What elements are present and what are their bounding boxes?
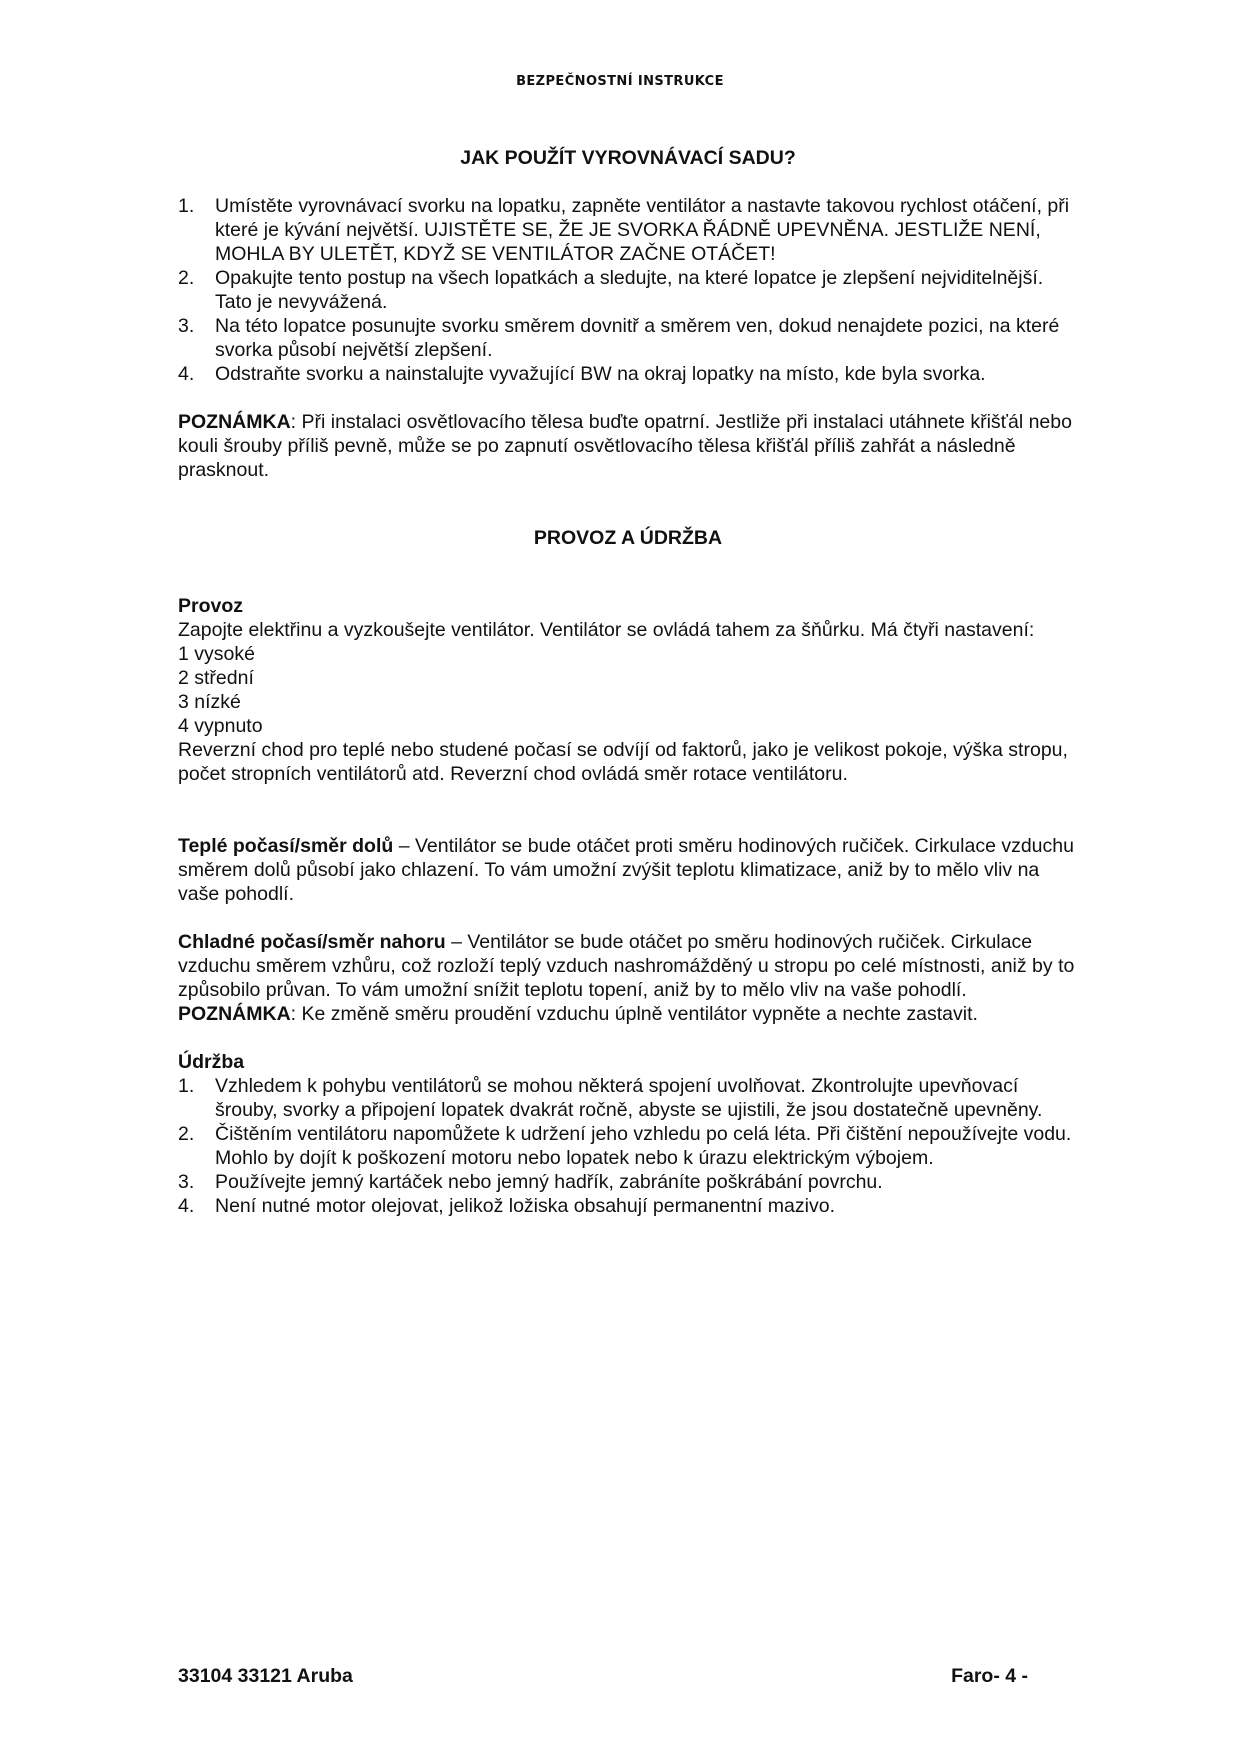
- list-item: [178, 1122, 1078, 1170]
- step-text: Umístěte vyrovnávací svorku na lopatku, zapněte ventilátor a nastavte takovou rychlost otáčení, při které je kývání největší. UJISTĚTE SE, ŽE JE SVORKA ŘÁDNĚ UPEVNĚNA. JESTLIŽE NENÍ, MOHLA BY ULETĚT, KDYŽ SE VENTILÁTOR ZAČNE OTÁČET!: [215, 195, 1070, 265]
- step-text: Používejte jemný kartáček nebo jemný hadřík, zabráníte poškrábání povrchu.: [215, 1171, 883, 1193]
- list-item: [178, 266, 1078, 314]
- footer-model: 33104 33121 Aruba: [178, 1665, 353, 1687]
- note-text: : Ke změně směru proudění vzduchu úplně ventilátor vypněte a nechte zastavit.: [290, 1003, 978, 1025]
- page-header: BEZPEČNOSTNÍ INSTRUKCE: [516, 74, 724, 89]
- step-text: Opakujte tento postup na všech lopatkách a sledujte, na které lopatce je zlepšení nejviditelnější. Tato je nevyvážená.: [215, 267, 1044, 313]
- provoz-intro: Zapojte elektřinu a vyzkoušejte ventilátor. Ventilátor se ovládá tahem za šňůrku. Má čtyři nastavení:: [178, 619, 1035, 641]
- list-item: [178, 1194, 1078, 1218]
- step-number: 1.: [178, 1075, 195, 1097]
- step-text: Není nutné motor olejovat, jelikož ložiska obsahují permanentní mazivo.: [215, 1195, 835, 1217]
- document-content: [178, 146, 1078, 1218]
- list-item: [178, 362, 1078, 386]
- cold-text: – Ventilátor se bude otáčet po směru hodinových ručiček. Cirkulace vzduchu směrem vzhůru, což rozloží teplý vzduch nashromážděný u stropu po celé místnosti, aniž by to způsobilo průvan. To vám umožní snížit teplotu topení, aniž by to mělo vliv na vaše pohodlí.: [178, 931, 1075, 1001]
- step-number: 2.: [178, 1123, 195, 1145]
- operation-title: PROVOZ A ÚDRŽBA: [533, 527, 723, 549]
- maintenance-heading-text: Údržba: [178, 1051, 245, 1073]
- step-text: Čištěním ventilátoru napomůžete k udržení jeho vzhledu po celá léta. Při čištění nepoužívejte vodu. Mohlo by dojít k poškození motoru nebo lopatek nebo k úrazu elektrickým výbojem.: [215, 1123, 1072, 1169]
- step-number: 4.: [178, 363, 195, 385]
- setting-item: 2 střední: [178, 667, 254, 689]
- note-text: : Při instalaci osvětlovacího tělesa buďte opatrní. Jestliže při instalaci utáhnete křišťál nebo kouli šrouby příliš pevně, může se po zapnutí osvětlovacího tělesa křišťál příliš zahřát a následně prasknout.: [178, 411, 1072, 481]
- setting-item: 1 vysoké: [178, 643, 255, 665]
- list-item: [178, 194, 1078, 266]
- note-label: POZNÁMKA: [178, 411, 291, 433]
- reverse-text: Reverzní chod pro teplé nebo studené počasí se odvíjí od faktorů, jako je velikost pokoje, výška stropu, počet stropních ventilátorů atd. Reverzní chod ovládá směr rotace ventilátoru.: [178, 739, 1068, 785]
- direction-note: [178, 1002, 1078, 1026]
- setting-item: 4 vypnuto: [178, 715, 263, 737]
- cold-weather-paragraph: [178, 930, 1078, 1002]
- warm-label: Teplé počasí/směr dolů: [178, 835, 394, 857]
- step-number: 2.: [178, 267, 195, 289]
- cold-label: Chladné počasí/směr nahoru: [178, 931, 446, 953]
- list-item: [178, 1170, 1078, 1194]
- warm-text: – Ventilátor se bude otáčet proti směru hodinových ručiček. Cirkulace vzduchu směrem dolů působí jako chlazení. To vám umožní zvýšit teplotu klimatizace, aniž by to mělo vliv na vaše pohodlí.: [178, 835, 1074, 905]
- step-number: 3.: [178, 315, 195, 337]
- maintenance-heading: [178, 1050, 1078, 1074]
- setting-item: 3 nízké: [178, 691, 241, 713]
- balancing-steps: [178, 194, 1078, 386]
- step-text: Vzhledem k pohybu ventilátorů se mohou některá spojení uvolňovat. Zkontrolujte upevňovací šrouby, svorky a připojení lopatek dvakrát ročně, abyste se ujistili, že jsou dostatečně upevněny.: [215, 1075, 1043, 1121]
- step-number: 3.: [178, 1171, 195, 1193]
- step-text: Odstraňte svorku a nainstalujte vyvažující BW na okraj lopatky na místo, kde byla svorka.: [215, 363, 986, 385]
- step-text: Na této lopatce posunujte svorku směrem dovnitř a směrem ven, dokud nenajdete pozici, na které svorka působí největší zlepšení.: [215, 315, 1060, 361]
- balancing-title: JAK POUŽÍT VYROVNÁVACÍ SADU?: [460, 147, 796, 169]
- list-item: [178, 1074, 1078, 1122]
- footer-page-number: Faro- 4 -: [951, 1665, 1028, 1687]
- installation-note: [178, 410, 1078, 482]
- provoz-heading: [178, 594, 1078, 618]
- maintenance-steps: [178, 1074, 1078, 1218]
- note-label: POZNÁMKA: [178, 1003, 291, 1025]
- page-footer: [178, 1665, 1028, 1688]
- step-number: 1.: [178, 195, 195, 217]
- list-item: [178, 314, 1078, 362]
- step-number: 4.: [178, 1195, 195, 1217]
- warm-weather-paragraph: [178, 834, 1078, 906]
- provoz-heading-text: Provoz: [178, 595, 244, 617]
